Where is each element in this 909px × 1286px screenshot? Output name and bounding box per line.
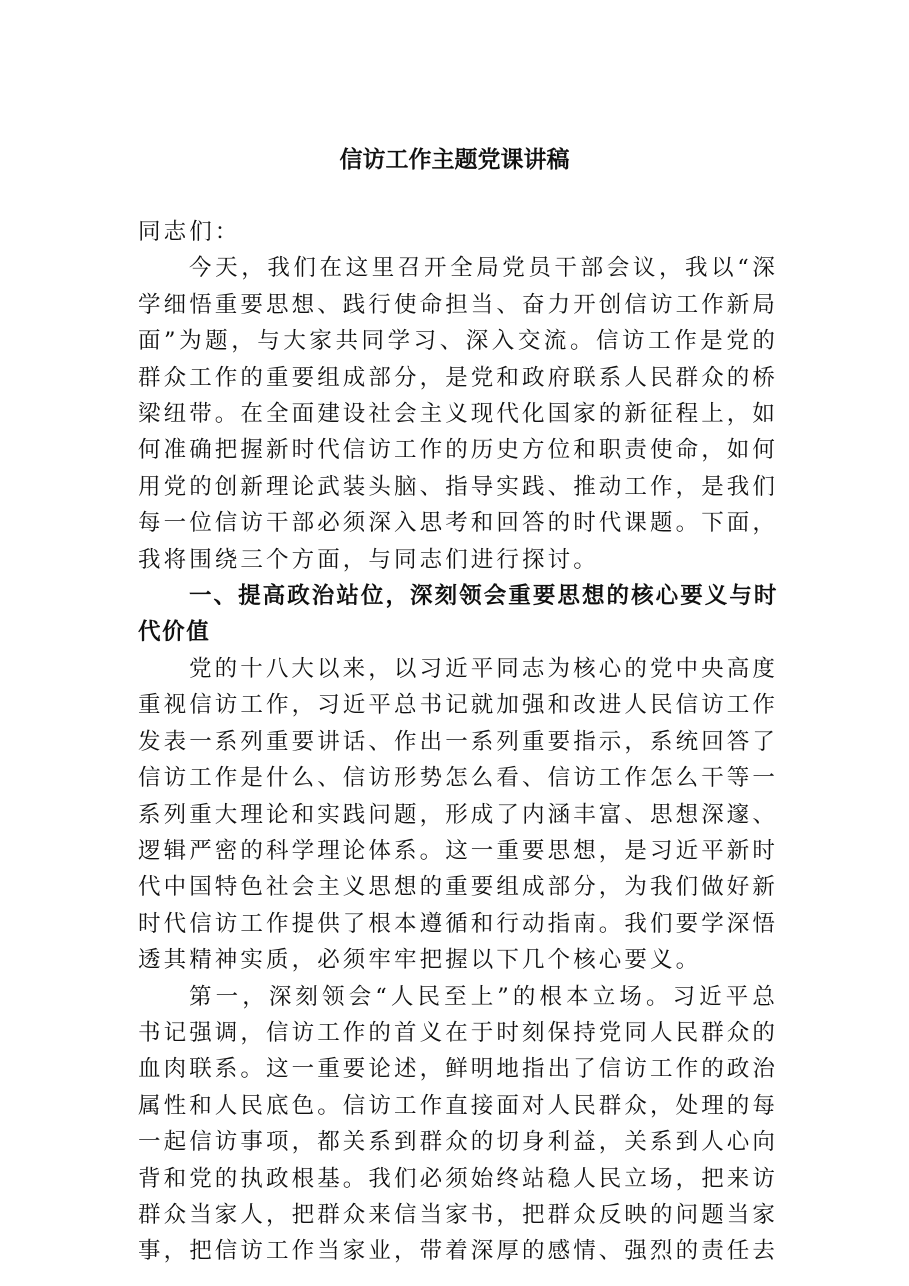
paragraph-background: 党的十八大以来，以习近平同志为核心的党中央高度重视信访工作，习近平总书记就加强和改进人民信访工作发表一系列重要讲话、作出一系列重要指示，系统回答了信访工作是什么、信访形势怎么看、信访工作怎么干等一系列重大理论和实践问题，形成了内涵丰富、思想深邃、逻辑严密的科学理论体系。这一重要思想，是习近平新时代中国特色社会主义思想的重要组成部分，为我们做好新时代信访工作提供了根本遵循和行动指南。我们要学深悟透其精神实质，必须牢牢把握以下几个核心要义。 [138,655,779,974]
document-title: 信访工作主题党课讲稿 [339,146,570,173]
paragraph-intro: 今天，我们在这里召开全局党员干部会议，我以“深学细悟重要思想、践行使命担当、奋力开创信访工作新局面”为题，与大家共同学习、深入交流。信访工作是党的群众工作的重要组成部分，是党和政府联系人民群众的桥梁纽带。在全面建设社会主义现代化国家的新征程上，如何准确把握新时代信访工作的历史方位和职责使命，如何用党的创新理论武装头脑、指导实践、推动工作，是我们每一位信访干部必须深入思考和回答的时代课题。下面，我将围绕三个方面，与同志们进行探讨。 [138,255,779,573]
section-heading: 一、提高政治站位，深刻领会重要思想的核心要义与时代价值 [138,583,778,646]
paragraph-point-one: 第一，深刻领会“人民至上”的根本立场。习近平总书记强调，信访工作的首义在于时刻保持党同人民群众的血肉联系。这一重要论述，鲜明地指出了信访工作的政治属性和人民底色。信访工作直接面对人民群众，处理的每一起信访事项，都关系到群众的切身利益，关系到人心向背和党的执政根基。我们必须始终站稳人民立场，把来访群众当家人，把群众来信当家书，把群众反映的问题当家事，把信访工作当家业，带着深厚的感情、强烈的责任去 [138,983,779,1265]
salutation: 同志们： [138,219,241,245]
document-body [138,214,778,1270]
